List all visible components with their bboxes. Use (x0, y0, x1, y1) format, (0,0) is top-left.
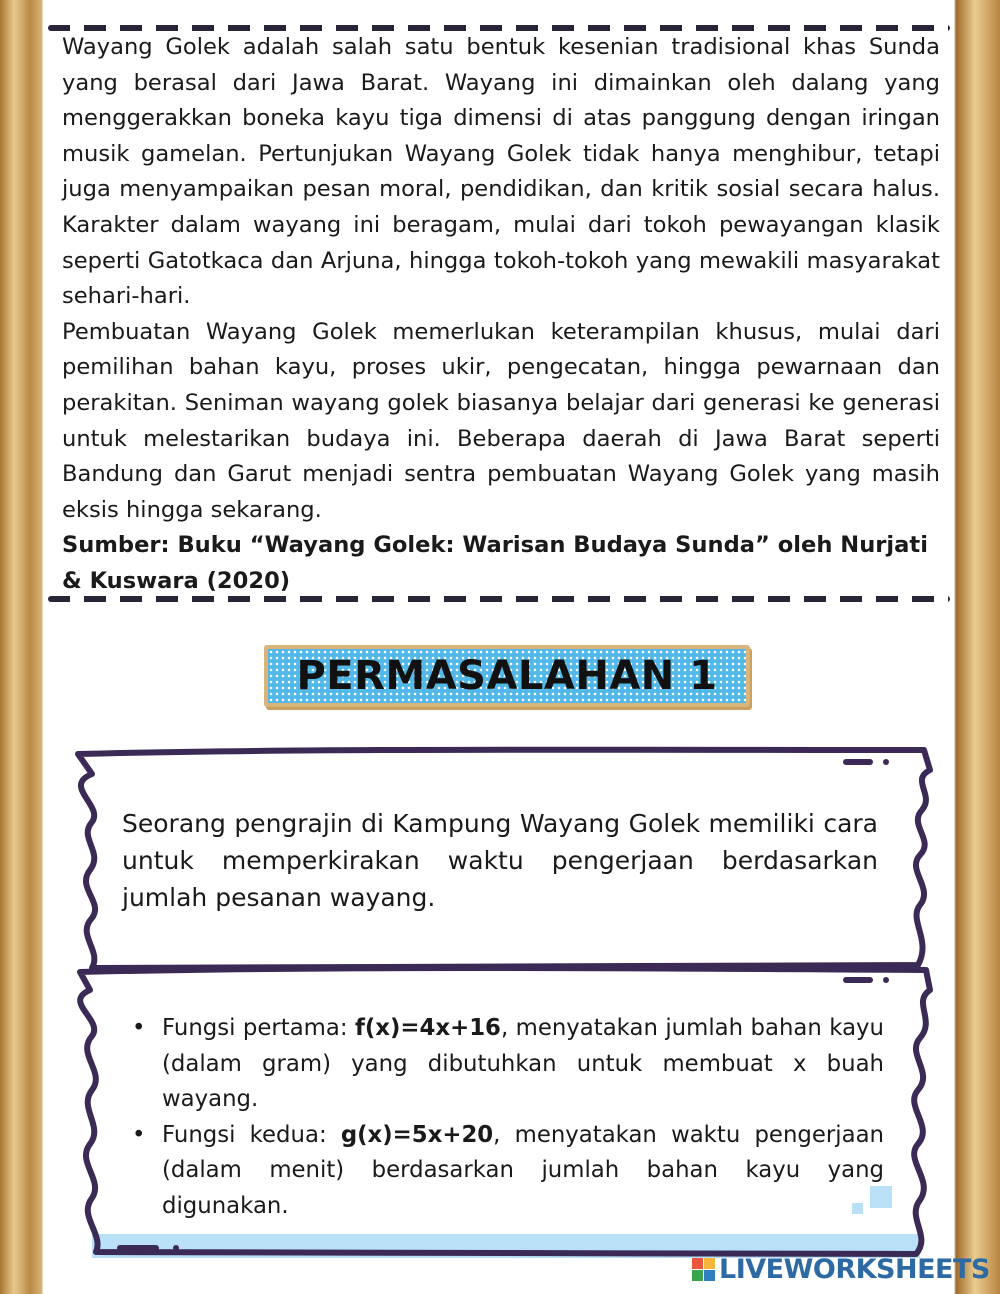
reading-paragraph-2: Pembuatan Wayang Golek memerlukan keterampilan khusus, mulai dari pemilihan bahan kayu, proses ukir, pengecatan, hingga pewarnaan dan perakitan. Seniman wayang golek biasanya belajar dari generasi ke generasi untuk melestarikan budaya ini. Beberapa daerah di Jawa Barat seperti Bandung dan Garut menjadi sentra pembuatan Wayang Golek yang masih eksis hingga sekarang. (62, 318, 940, 523)
function-2-formula: g(x)=5x+20 (340, 1121, 494, 1148)
reading-paragraph-1: Wayang Golek adalah salah satu bentuk kesenian tradisional khas Sunda yang berasal dari Jawa Barat. Wayang ini dimainkan oleh dalang yang menggerakkan boneka kayu tiga dimensi di atas panggung dengan iringan musik gamelan. Pertunjukan Wayang Golek tidak hanya menghibur, tetapi juga menyampaikan pesan moral, pendidikan, dan kritik sosial secara halus. Karakter dalam wayang ini beragam, mulai dari tokoh pewayangan klasik seperti Gatotkaca dan Arjuna, hingga tokoh-tokoh yang mewakili masyarakat sehari-hari. (62, 34, 940, 310)
liveworksheets-wordmark: LIVEWORKSHEETS (719, 1253, 990, 1285)
decor-dot-top (883, 759, 889, 765)
problem-intro (122, 805, 878, 916)
decor-dot-middle (883, 977, 889, 983)
function-item-2 (128, 1118, 884, 1225)
decor-dot-bottom (173, 1245, 179, 1251)
reading-passage (62, 30, 940, 600)
function-1-suffix: , menyatakan jumlah bahan kayu (dalam gram) yang dibutuhkan untuk membuat x buah wayang. (162, 1015, 884, 1113)
bottom-dashed-divider (48, 596, 950, 602)
liveworksheets-logo-icon (692, 1258, 715, 1281)
bullet-icon: • (132, 1121, 146, 1148)
section-title-banner (264, 645, 750, 707)
function-2-suffix: , menyatakan waktu pengerjaan (dalam menit) berdasarkan jumlah bahan kayu yang digunakan. (162, 1121, 884, 1219)
function-1-prefix: Fungsi pertama: (162, 1015, 355, 1041)
function-item-1 (128, 1011, 884, 1118)
reading-source: Sumber: Buku “Wayang Golek: Warisan Budaya Sunda” oleh Nurjati & Kuswara (2020) (62, 532, 928, 594)
function-list (128, 1011, 884, 1225)
function-1-formula: f(x)=4x+16 (354, 1015, 501, 1041)
section-title: PERMASALAHAN 1 (296, 653, 718, 699)
bullet-icon: • (132, 1015, 146, 1041)
liveworksheets-logo[interactable] (692, 1254, 990, 1284)
function-2-prefix: Fungsi kedua: (162, 1121, 341, 1148)
problem-intro-text: Seorang pengrajin di Kampung Wayang Golek memiliki cara untuk memperkirakan waktu pengerjaan berdasarkan jumlah pesanan wayang. (122, 809, 878, 912)
